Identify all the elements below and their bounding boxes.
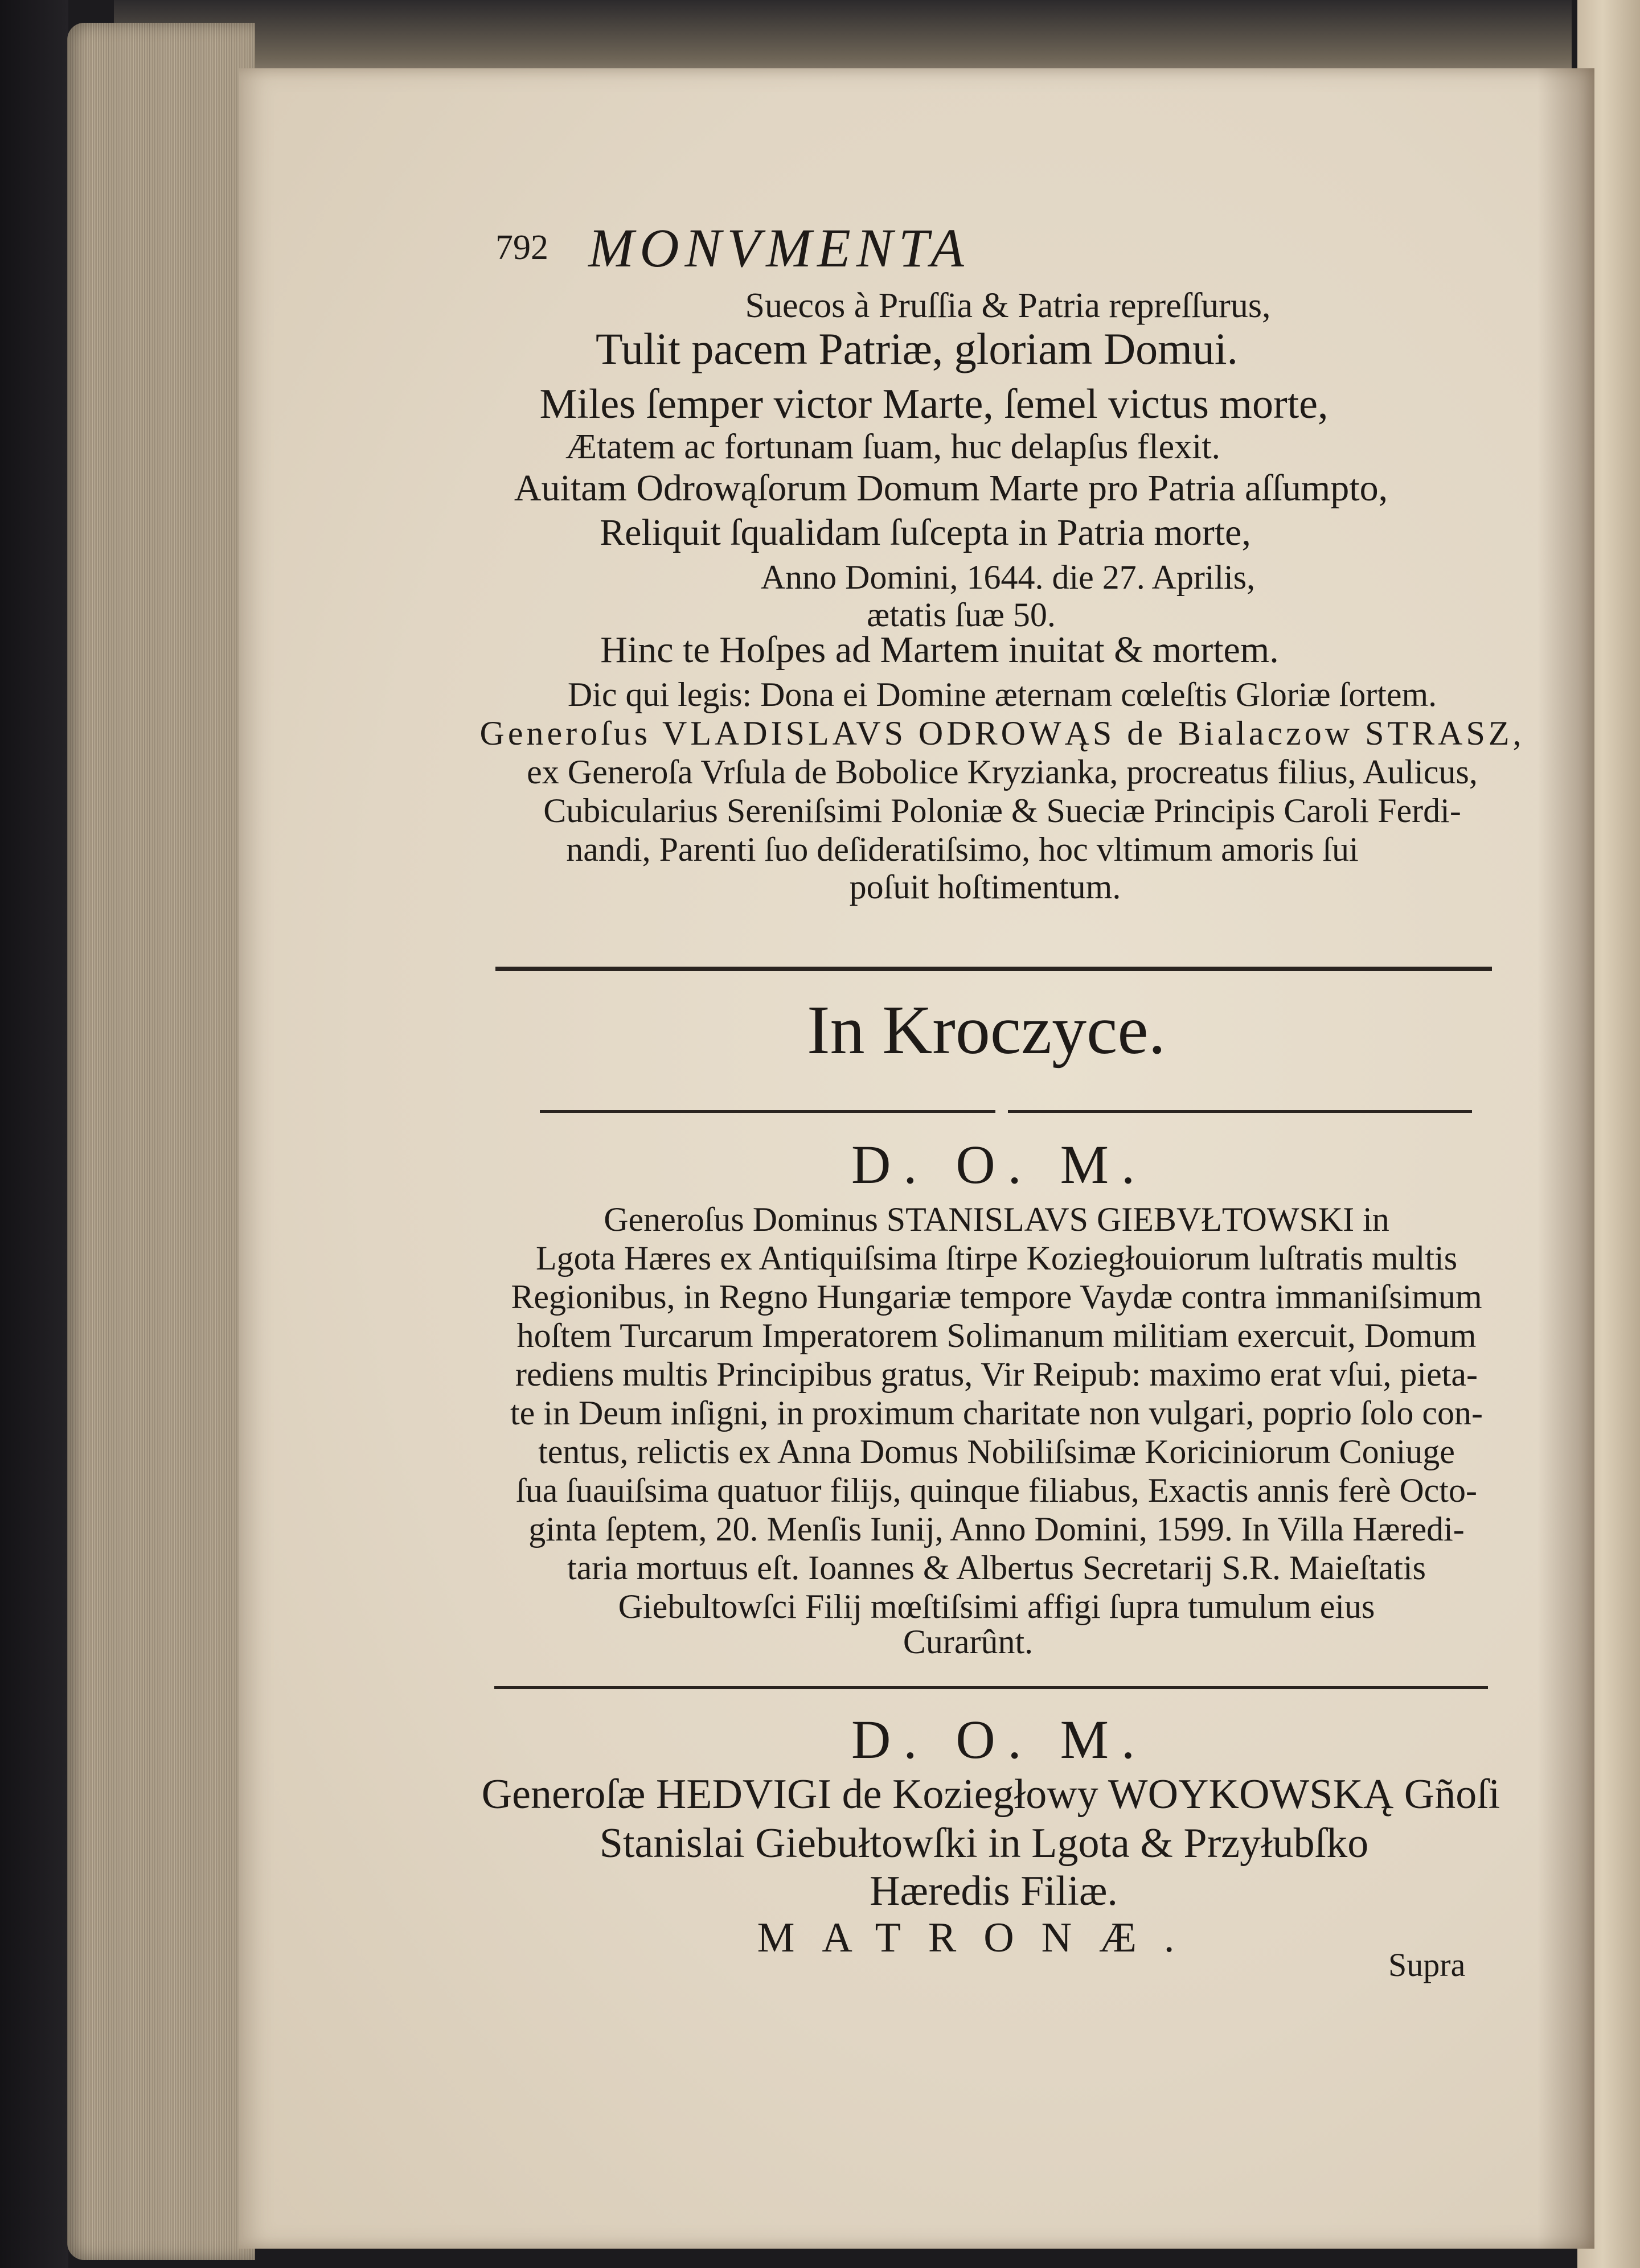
- page-number: 792: [495, 228, 548, 267]
- epitaph-2-line: taria mortuus eſt. Ioannes & Albertus Secretarij S.R. Maieſtatis: [567, 1549, 1426, 1587]
- dom-heading: D. O. M.: [851, 1709, 1148, 1770]
- epitaph-2-line: Lgota Hæres ex Antiquiſsima ſtirpe Koziegłouiorum luſtratis multis: [535, 1239, 1458, 1277]
- epitaph-2-line: Curarûnt.: [903, 1623, 1034, 1661]
- epitaph-1-line: poſuit hoſtimentum.: [849, 868, 1121, 906]
- epitaph-2-line: Generoſus Dominus STANISLAVS GIEBVŁTOWSKI in: [604, 1201, 1389, 1238]
- epitaph-2-line: tentus, relictis ex Anna Domus Nobiliſsimæ Koriciniorum Coniuge: [538, 1433, 1455, 1470]
- page-gutter-shadow: [1538, 68, 1594, 2249]
- epitaph-2-line: ginta ſeptem, 20. Menſis Iunij, Anno Domini, 1599. In Villa Hæredi-: [528, 1510, 1465, 1548]
- running-title: MONVMENTA: [588, 217, 970, 278]
- epitaph-1-line: Tulit pacem Patriæ, gloriam Domui.: [595, 324, 1239, 373]
- epitaph-2-line: ſua ſuauiſsima quatuor filijs, quinque filiabus, Exactis annis ferè Octo-: [516, 1472, 1477, 1509]
- epitaph-1-line: ætatis ſuæ 50.: [867, 596, 1056, 634]
- epitaph-2-line: Regionibus, in Regno Hungariæ tempore Vaydæ contra immaniſsimum: [511, 1278, 1482, 1316]
- horizontal-rule: [1008, 1110, 1472, 1113]
- scan-background: [0, 0, 68, 2268]
- epitaph-1-line: Suecos à Pruſſia & Patria repreſſurus,: [745, 286, 1271, 325]
- epitaph-1-line: nandi, Parenti ſuo deſideratiſsimo, hoc vltimum amoris ſui: [566, 831, 1359, 868]
- horizontal-rule: [495, 967, 1492, 971]
- book-fore-edge: [67, 23, 255, 2260]
- epitaph-1-line: Reliquit ſqualidam ſuſcepta in Patria morte,: [600, 512, 1251, 553]
- epitaph-1-line: Ætatem ac fortunam ſuam, huc delapſus flexit.: [565, 428, 1221, 466]
- epitaph-2-line: Giebultowſci Filij mœſtiſsimi affigi ſupra tumulum eius: [618, 1588, 1375, 1625]
- epitaph-2-line: te in Deum inſigni, in proximum charitate non vulgari, poprio ſolo con-: [510, 1394, 1483, 1432]
- epitaph-1-line: Hinc te Hoſpes ad Martem inuitat & mortem.: [600, 629, 1279, 671]
- epitaph-3-line: Generoſæ HEDVIGI de Koziegłowy WOYKOWSKĄ Gñoſi: [481, 1771, 1500, 1818]
- epitaph-1-line: Miles ſemper victor Marte, ſemel victus morte,: [539, 381, 1329, 428]
- catchword: Supra: [1388, 1946, 1466, 1983]
- horizontal-rule: [494, 1686, 1488, 1689]
- epitaph-3-line: Hæredis Filiæ.: [870, 1868, 1118, 1914]
- matronae-line: MATRONÆ.: [757, 1914, 1202, 1961]
- epitaph-2-line: hoſtem Turcarum Imperatorem Solimanum militiam exercuit, Domum: [516, 1317, 1477, 1354]
- epitaph-1-line: Anno Domini, 1644. die 27. Aprilis,: [760, 558, 1256, 596]
- section-heading: In Kroczyce.: [807, 992, 1166, 1069]
- dom-heading: D. O. M.: [851, 1134, 1148, 1195]
- epitaph-1-line: Dic qui legis: Dona ei Domine æternam cœleſtis Gloriæ ſortem.: [567, 676, 1437, 713]
- epitaph-1-line: ex Generoſa Vrſula de Bobolice Kryzianka, procreatus filius, Aulicus,: [527, 753, 1478, 791]
- epitaph-1-line: Cubicularius Sereniſsimi Poloniæ & Sueciæ Principis Caroli Ferdi-: [543, 792, 1461, 829]
- epitaph-2-line: rediens multis Principibus gratus, Vir Reipub: maximo erat vſui, pieta-: [515, 1355, 1478, 1393]
- epitaph-3-line: Stanislai Giebułtowſki in Lgota & Przyłubſko: [599, 1820, 1369, 1867]
- epitaph-1-line: Generoſus VLADISLAVS ODROWĄS de Bialaczow STRASZ,: [479, 714, 1525, 752]
- epitaph-1-line: Auitam Odrowąſorum Domum Marte pro Patria aſſumpto,: [514, 467, 1388, 509]
- horizontal-rule: [540, 1110, 995, 1113]
